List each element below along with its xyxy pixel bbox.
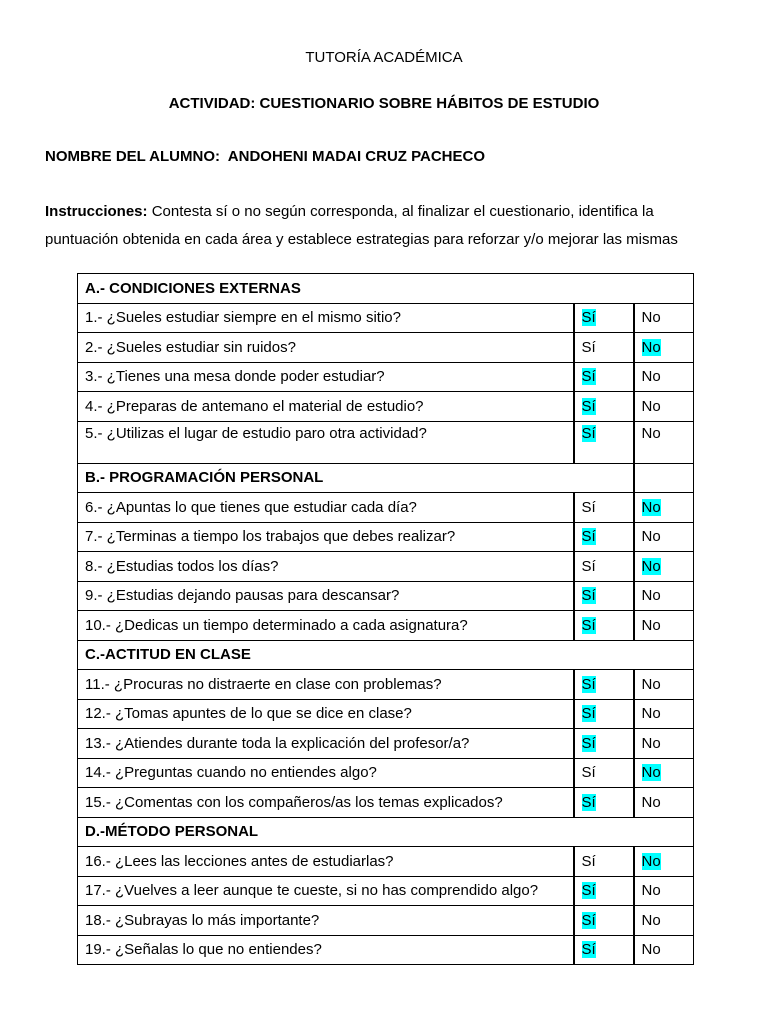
answer-si-cell[interactable]: [574, 906, 634, 936]
answer-si-label: Sí: [581, 705, 596, 723]
document-title: TUTORÍA ACADÉMICA: [305, 49, 463, 66]
answer-no-label: No: [641, 675, 661, 693]
question-text: 4.- ¿Preparas de antemano el material de estudio?: [78, 392, 574, 422]
question-text: 9.- ¿Estudias dejando pausas para descansar?: [78, 581, 574, 611]
question-text: 5.- ¿Utilizas el lugar de estudio paro otra actividad?: [78, 421, 574, 463]
answer-si-label: Sí: [581, 528, 596, 546]
question-row: [78, 906, 694, 936]
answer-no-cell[interactable]: [634, 333, 694, 363]
answer-si-label: Sí: [581, 941, 596, 959]
activity-title: ACTIVIDAD: CUESTIONARIO SOBRE HÁBITOS DE ESTUDIO: [168, 95, 600, 112]
section-title: C.-ACTITUD EN CLASE: [78, 640, 694, 670]
answer-no-label: No: [641, 498, 661, 516]
answer-no-label: No: [641, 368, 661, 386]
answer-no-cell[interactable]: [634, 670, 694, 700]
answer-no-cell[interactable]: [634, 847, 694, 877]
section-row: [78, 463, 694, 493]
question-row: [78, 611, 694, 641]
answer-si-cell[interactable]: [574, 362, 634, 392]
answer-no-label: No: [641, 941, 661, 959]
answer-si-cell[interactable]: [574, 303, 634, 333]
question-row: [78, 303, 694, 333]
answer-no-label: No: [641, 705, 661, 723]
question-row: [78, 876, 694, 906]
answer-si-cell[interactable]: [574, 670, 634, 700]
question-text: 13.- ¿Atiendes durante toda la explicación del profesor/a?: [78, 729, 574, 759]
answer-no-label: No: [641, 528, 661, 546]
empty-cell: [634, 463, 694, 493]
section-row: [78, 817, 694, 847]
question-text: 11.- ¿Procuras no distraerte en clase con problemas?: [78, 670, 574, 700]
question-text: 19.- ¿Señalas lo que no entiendes?: [78, 935, 574, 965]
answer-no-label: No: [641, 882, 661, 900]
instructions-label: Instrucciones:: [45, 203, 148, 220]
question-text: 8.- ¿Estudias todos los días?: [78, 552, 574, 582]
question-text: 17.- ¿Vuelves a leer aunque te cueste, si no has comprendido algo?: [78, 876, 574, 906]
answer-no-cell[interactable]: [634, 758, 694, 788]
answer-no-cell[interactable]: [634, 611, 694, 641]
answer-si-cell[interactable]: [574, 611, 634, 641]
answer-no-cell[interactable]: [634, 788, 694, 818]
answer-si-label: Sí: [581, 793, 596, 811]
answer-no-label: No: [641, 793, 661, 811]
question-text: 18.- ¿Subrayas lo más importante?: [78, 906, 574, 936]
section-row: [78, 274, 694, 304]
student-name-line: [45, 148, 485, 165]
answer-no-cell[interactable]: [634, 906, 694, 936]
question-row: [78, 670, 694, 700]
answer-no-cell[interactable]: [634, 362, 694, 392]
question-row: [78, 421, 694, 463]
answer-si-label: Sí: [581, 557, 596, 575]
answer-si-cell[interactable]: [574, 758, 634, 788]
answer-si-cell[interactable]: [574, 729, 634, 759]
section-title: A.- CONDICIONES EXTERNAS: [78, 274, 694, 304]
answer-no-label: No: [641, 309, 661, 327]
question-text: 14.- ¿Preguntas cuando no entiendes algo?: [78, 758, 574, 788]
answer-no-cell[interactable]: [634, 522, 694, 552]
answer-si-cell[interactable]: [574, 522, 634, 552]
answer-si-cell[interactable]: [574, 421, 634, 463]
answer-si-cell[interactable]: [574, 552, 634, 582]
question-text: 2.- ¿Sueles estudiar sin ruidos?: [78, 333, 574, 363]
question-row: [78, 788, 694, 818]
question-row: [78, 362, 694, 392]
answer-no-label: No: [641, 424, 661, 442]
answer-no-cell[interactable]: [634, 935, 694, 965]
question-text: 12.- ¿Tomas apuntes de lo que se dice en clase?: [78, 699, 574, 729]
question-text: 1.- ¿Sueles estudiar siempre en el mismo sitio?: [78, 303, 574, 333]
answer-si-cell[interactable]: [574, 699, 634, 729]
question-text: 15.- ¿Comentas con los compañeros/as los temas explicados?: [78, 788, 574, 818]
question-row: [78, 935, 694, 965]
question-text: 7.- ¿Terminas a tiempo los trabajos que debes realizar?: [78, 522, 574, 552]
question-row: [78, 699, 694, 729]
answer-si-label: Sí: [581, 338, 596, 356]
answer-si-cell[interactable]: [574, 876, 634, 906]
question-row: [78, 581, 694, 611]
answer-si-label: Sí: [581, 852, 596, 870]
student-name: ANDOHENI MADAI CRUZ PACHECO: [227, 148, 486, 165]
answer-no-label: No: [641, 587, 661, 605]
question-text: 10.- ¿Dedicas un tiempo determinado a cada asignatura?: [78, 611, 574, 641]
answer-si-label: Sí: [581, 498, 596, 516]
answer-no-cell[interactable]: [634, 876, 694, 906]
answer-si-label: Sí: [581, 368, 596, 386]
question-row: [78, 392, 694, 422]
answer-si-label: Sí: [581, 675, 596, 693]
question-text: 6.- ¿Apuntas lo que tienes que estudiar cada día?: [78, 493, 574, 523]
answer-si-label: Sí: [581, 882, 596, 900]
answer-no-cell[interactable]: [634, 552, 694, 582]
answer-si-cell[interactable]: [574, 493, 634, 523]
answer-no-cell[interactable]: [634, 729, 694, 759]
answer-no-cell[interactable]: [634, 421, 694, 463]
answer-no-cell[interactable]: [634, 303, 694, 333]
answer-no-cell[interactable]: [634, 699, 694, 729]
question-row: [78, 847, 694, 877]
answer-no-cell[interactable]: [634, 493, 694, 523]
answer-si-label: Sí: [581, 911, 596, 929]
section-title: B.- PROGRAMACIÓN PERSONAL: [78, 463, 634, 493]
answer-no-label: No: [641, 764, 661, 782]
answer-si-label: Sí: [581, 764, 596, 782]
instructions-line-1: Contesta sí o no según corresponda, al finalizar el cuestionario, identifica la: [147, 203, 654, 220]
answer-no-label: No: [641, 734, 661, 752]
answer-si-label: Sí: [581, 424, 596, 442]
student-label: NOMBRE DEL ALUMNO:: [45, 148, 220, 165]
answer-si-label: Sí: [581, 397, 596, 415]
answer-no-label: No: [641, 338, 661, 356]
answer-si-label: Sí: [581, 309, 596, 327]
section-row: [78, 640, 694, 670]
answer-no-label: No: [641, 557, 661, 575]
question-row: [78, 729, 694, 759]
question-row: [78, 758, 694, 788]
question-row: [78, 522, 694, 552]
answer-no-label: No: [641, 852, 661, 870]
answer-si-cell[interactable]: [574, 847, 634, 877]
question-row: [78, 333, 694, 363]
answer-no-cell[interactable]: [634, 392, 694, 422]
answer-no-cell[interactable]: [634, 581, 694, 611]
answer-no-label: No: [641, 397, 661, 415]
answer-si-cell[interactable]: [574, 935, 634, 965]
question-text: 16.- ¿Lees las lecciones antes de estudiarlas?: [78, 847, 574, 877]
answer-si-label: Sí: [581, 616, 596, 634]
answer-si-cell[interactable]: [574, 788, 634, 818]
answer-si-cell[interactable]: [574, 581, 634, 611]
question-row: [78, 493, 694, 523]
instructions-line-2: puntuación obtenida en cada área y establece estrategias para reforzar y/o mejorar las mismas: [45, 231, 678, 248]
questionnaire-table: [77, 273, 694, 965]
section-title: D.-MÉTODO PERSONAL: [78, 817, 694, 847]
answer-si-label: Sí: [581, 734, 596, 752]
answer-si-label: Sí: [581, 587, 596, 605]
answer-no-label: No: [641, 911, 661, 929]
instructions: [45, 198, 735, 254]
question-text: 3.- ¿Tienes una mesa donde poder estudiar?: [78, 362, 574, 392]
answer-no-label: No: [641, 616, 661, 634]
answer-si-cell[interactable]: [574, 392, 634, 422]
answer-si-cell[interactable]: [574, 333, 634, 363]
question-row: [78, 552, 694, 582]
